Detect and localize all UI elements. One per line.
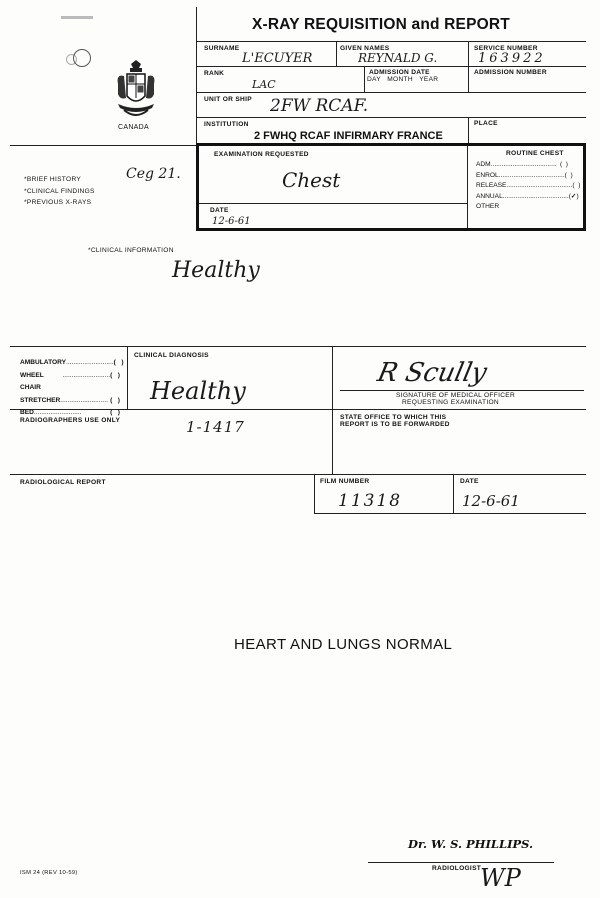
routine-item-adm[interactable]: ADM .................................... ( ): [476, 161, 568, 168]
exam-requested-value: Chest: [282, 168, 341, 192]
exam-date-value: 12-6-61: [212, 216, 251, 227]
exam-date-label: DATE: [210, 207, 229, 214]
mobility-item-stretcher[interactable]: STRETCHER .......................... ( ): [20, 396, 120, 404]
routine-chest-label: ROUTINE CHEST: [506, 150, 564, 157]
report-date-label: DATE: [460, 478, 479, 485]
service-number-label: SERVICE NUMBER: [474, 45, 538, 52]
given-names-label: GIVEN NAMES: [340, 45, 390, 52]
history-note: Ceg 21.: [126, 166, 181, 182]
canada-coat-of-arms: [112, 58, 160, 122]
report-text: HEART AND LUNGS NORMAL: [234, 636, 453, 653]
radiologist-initials: WP: [480, 864, 521, 892]
history-item-findings: *CLINICAL FINDINGS: [24, 187, 95, 195]
form-title: X-RAY REQUISITION and REPORT: [252, 16, 510, 33]
film-number-label: FILM NUMBER: [320, 478, 370, 485]
clinical-info-value: Healthy: [172, 258, 260, 283]
punch-hole-right: [73, 49, 91, 67]
radiographers-label: RADIOGRAPHERS USE ONLY: [20, 417, 121, 424]
state-office-label-2: REPORT IS TO BE FORWARDED: [340, 421, 450, 428]
surname-label: SURNAME: [204, 45, 240, 52]
institution-value: 2 FWHQ RCAF INFIRMARY FRANCE: [254, 130, 443, 142]
radiologist-label: RADIOLOGIST: [432, 865, 482, 872]
state-office-label-1: STATE OFFICE TO WHICH THIS: [340, 414, 447, 421]
form-code: ISM 24 (REV 10-59): [20, 870, 78, 876]
routine-item-enrol[interactable]: ENROL .................................... ( ): [476, 171, 573, 179]
admission-date-label: ADMISSION DATE: [369, 69, 430, 76]
signature-caption-2: REQUESTING EXAMINATION: [402, 399, 499, 406]
mobility-list: [20, 357, 124, 420]
routine-item-annual[interactable]: ANNUAL .................................... (✓): [476, 192, 579, 200]
diagnosis-label: CLINICAL DIAGNOSIS: [134, 352, 209, 359]
routine-item-release[interactable]: RELEASE .................................... ( ): [476, 182, 581, 190]
report-label: RADIOLOGICAL REPORT: [20, 479, 106, 486]
rank-value: LAC: [252, 78, 276, 91]
mobility-item-bed[interactable]: BED .......................... ( ): [20, 409, 120, 416]
radiographers-value: 1-1417: [186, 418, 245, 436]
unit-value: 2FW RCAF.: [270, 96, 369, 116]
exam-requested-label: EXAMINATION REQUESTED: [214, 151, 309, 158]
country-label: CANADA: [118, 124, 149, 131]
admission-date-parts: DAY MONTH YEAR: [367, 76, 439, 83]
service-number-value: 163922: [478, 51, 546, 66]
mobility-item-ambulatory[interactable]: AMBULATORY .......................... ( ): [20, 359, 124, 366]
diagnosis-value: Healthy: [150, 377, 246, 405]
radiologist-name: Dr. W. S. PHILLIPS.: [408, 837, 534, 851]
unit-label: UNIT OR SHIP: [204, 96, 252, 103]
admission-number-label: ADMISSION NUMBER: [474, 69, 547, 76]
place-label: PLACE: [474, 120, 498, 127]
report-date-value: 12-6-61: [462, 492, 520, 510]
binder-mark: [61, 16, 93, 19]
history-item-brief: *BRIEF HISTORY: [24, 176, 82, 183]
signature-caption-1: SIGNATURE OF MEDICAL OFFICER: [396, 392, 516, 399]
clinical-info-label: *CLINICAL INFORMATION: [88, 247, 174, 254]
given-names-value: REYNALD G.: [358, 51, 438, 65]
routine-chest-list: [476, 160, 581, 213]
history-list: [24, 174, 95, 209]
mobility-item-wheel-chair[interactable]: WHEEL CHAIR .......................... ( ): [20, 371, 120, 391]
medical-officer-signature: R Scully: [374, 358, 490, 388]
history-item-previous: *PREVIOUS X-RAYS: [24, 199, 92, 206]
routine-item-other[interactable]: OTHER: [476, 203, 500, 211]
surname-value: L'ECUYER: [242, 51, 313, 66]
film-number-value: 11318: [338, 491, 403, 511]
rank-label: RANK: [204, 70, 225, 77]
institution-label: INSTITUTION: [204, 121, 249, 128]
annual-check-mark: ✓: [570, 192, 577, 200]
